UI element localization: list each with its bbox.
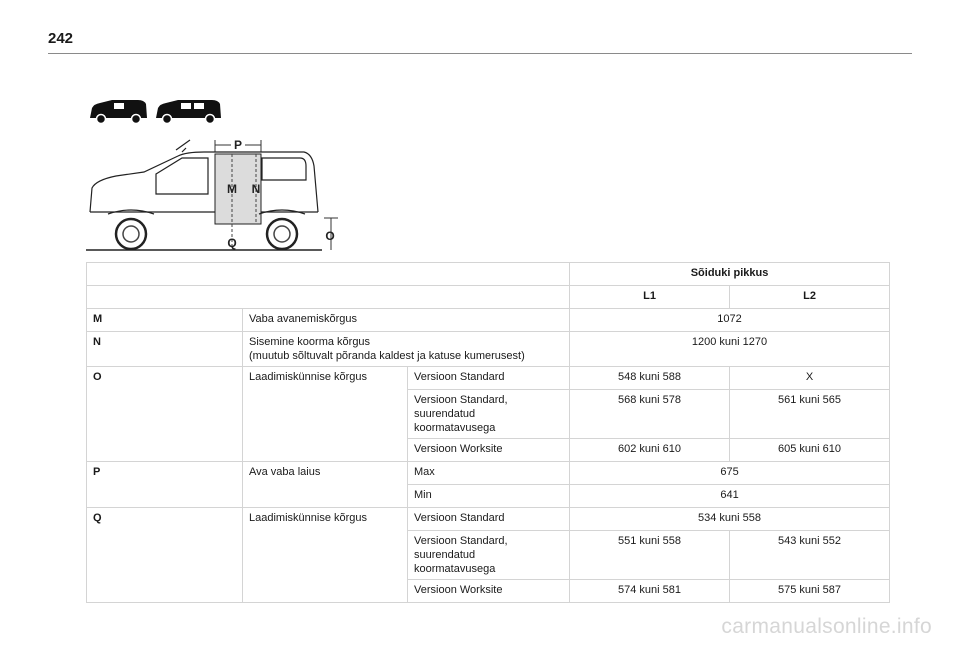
variant-label: Versioon Standard xyxy=(408,367,570,390)
row-label: Laadimiskünnise kõrgus xyxy=(243,367,408,462)
row-code: P xyxy=(87,462,243,508)
value-l2: 543 kuni 552 xyxy=(730,531,890,580)
dimensions-table xyxy=(86,262,890,603)
row-value: 641 xyxy=(570,485,890,508)
value-l2: X xyxy=(730,367,890,390)
table-row-q xyxy=(87,508,890,531)
value-l2: 605 kuni 610 xyxy=(730,439,890,462)
variant-label xyxy=(408,390,570,439)
label-n: N xyxy=(251,182,261,196)
vehicle-body xyxy=(90,140,318,212)
label-q: Q xyxy=(227,236,237,250)
label-m: M xyxy=(227,182,237,196)
variant-line: suurendatud xyxy=(414,549,476,561)
variant-line: koormatavusega xyxy=(414,563,496,575)
variant-line: koormatavusega xyxy=(414,422,496,434)
value-l2: 575 kuni 587 xyxy=(730,580,890,603)
row-label-line: Sisemine koorma kõrgus xyxy=(249,336,371,348)
table-row-o xyxy=(87,367,890,390)
table-row-n xyxy=(87,332,890,367)
row-code: M xyxy=(87,309,243,332)
table-row-m xyxy=(87,309,890,332)
column-l1: L1 xyxy=(570,286,730,309)
value-l1: 602 kuni 610 xyxy=(570,439,730,462)
front-wheel xyxy=(116,219,146,249)
van-short-icon xyxy=(90,100,147,124)
label-o: O xyxy=(325,229,335,243)
row-label-note: (muutub sõltuvalt põranda kaldest ja katuse kumerusest) xyxy=(249,350,525,362)
rear-wheel xyxy=(267,219,297,249)
value-l1: 574 kuni 581 xyxy=(570,580,730,603)
watermark: carmanualsonline.info xyxy=(721,615,932,638)
variant-label: Versioon Worksite xyxy=(408,580,570,603)
vehicle-length-header: Sõiduki pikkus xyxy=(570,263,890,286)
vehicle-diagram xyxy=(86,96,346,256)
variant-line: suurendatud xyxy=(414,408,476,420)
row-label xyxy=(243,332,570,367)
variant-label xyxy=(408,531,570,580)
variant-line: Versioon Standard, xyxy=(414,535,508,547)
row-label: Ava vaba laius xyxy=(243,462,408,508)
column-l2: L2 xyxy=(730,286,890,309)
row-value: 534 kuni 558 xyxy=(570,508,890,531)
page-number: 242 xyxy=(48,30,74,47)
table-header-row xyxy=(87,263,890,286)
header-rule xyxy=(48,53,912,54)
variant-line: Versioon Standard, xyxy=(414,394,508,406)
row-value: 1200 kuni 1270 xyxy=(570,332,890,367)
row-code: N xyxy=(87,332,243,367)
row-value: 1072 xyxy=(570,309,890,332)
row-label: Laadimiskünnise kõrgus xyxy=(243,508,408,603)
label-p: P xyxy=(233,138,243,152)
value-l1: 551 kuni 558 xyxy=(570,531,730,580)
value-l2: 561 kuni 565 xyxy=(730,390,890,439)
value-l1: 548 kuni 588 xyxy=(570,367,730,390)
variant-label: Max xyxy=(408,462,570,485)
variant-label: Min xyxy=(408,485,570,508)
variant-label: Versioon Standard xyxy=(408,508,570,531)
table-row-p xyxy=(87,462,890,485)
row-label: Vaba avanemiskõrgus xyxy=(243,309,570,332)
variant-label: Versioon Worksite xyxy=(408,439,570,462)
row-code: O xyxy=(87,367,243,462)
value-l1: 568 kuni 578 xyxy=(570,390,730,439)
row-value: 675 xyxy=(570,462,890,485)
van-long-icon xyxy=(156,100,221,124)
row-code: Q xyxy=(87,508,243,603)
table-columns-row xyxy=(87,286,890,309)
